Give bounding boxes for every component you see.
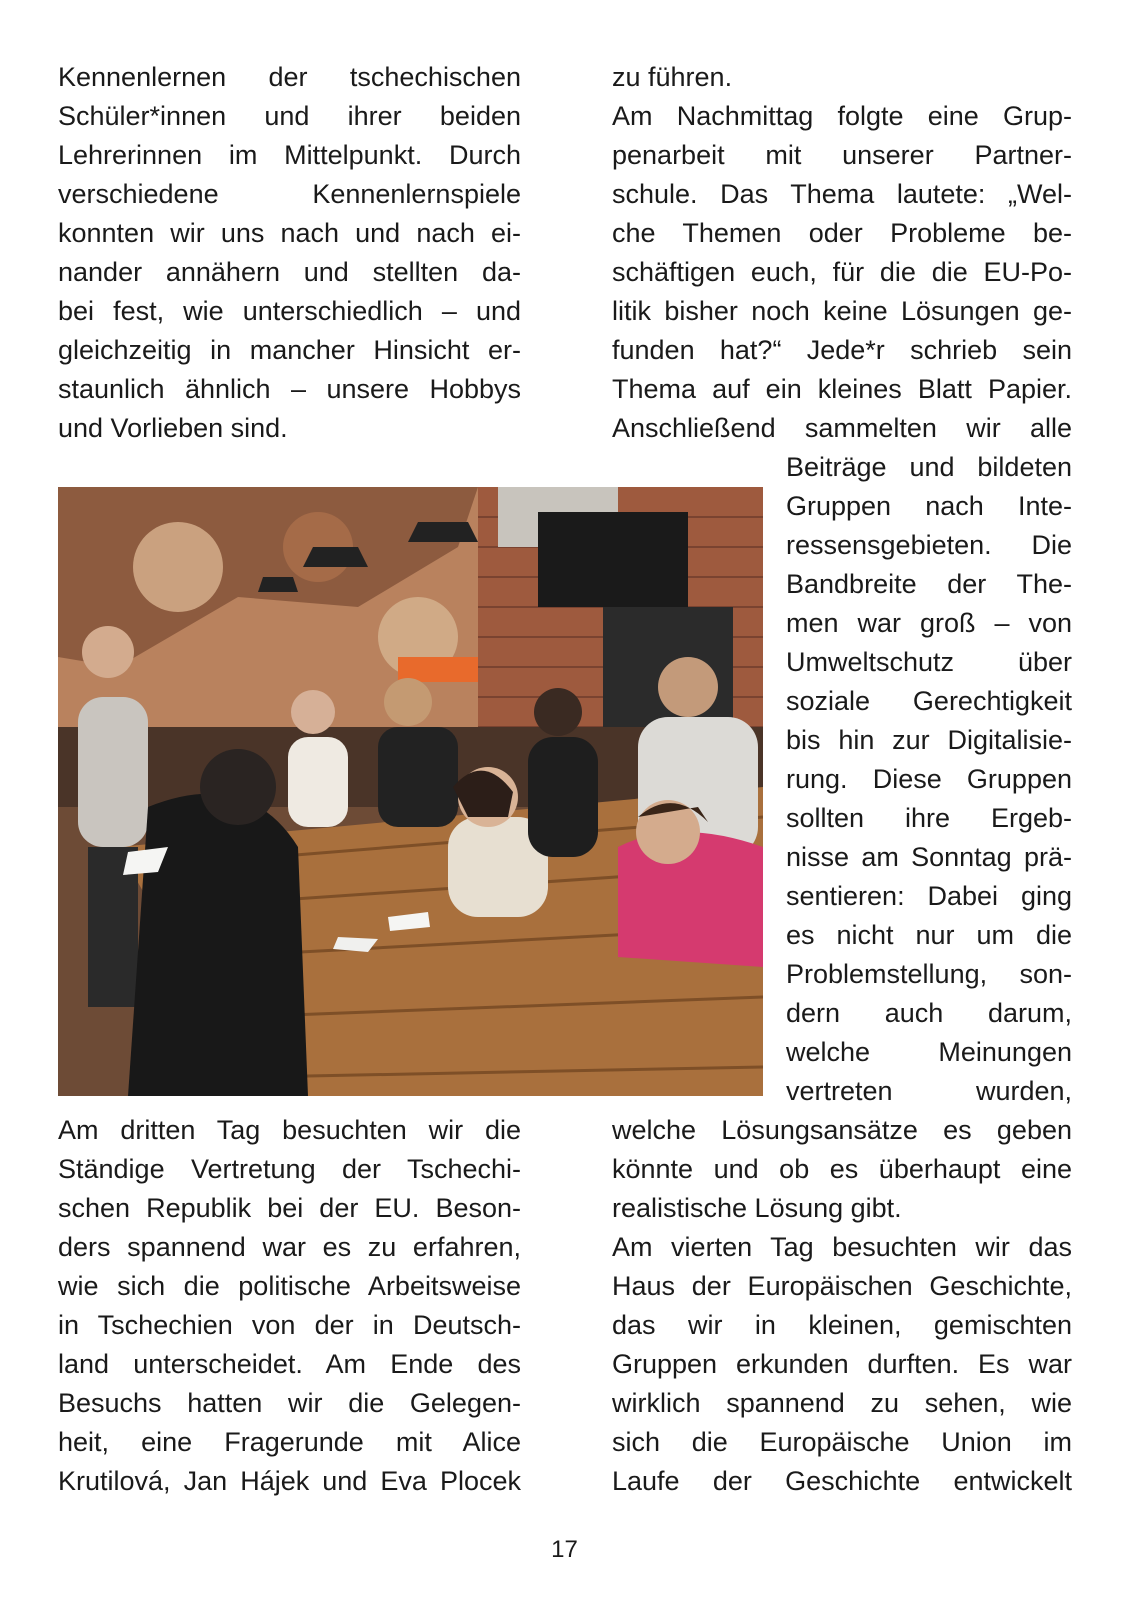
- text-line: rung. Diese Gruppen: [786, 764, 1072, 794]
- text-line: land unterscheidet. Am Ende des: [58, 1349, 521, 1379]
- text-line: bis hin zur Digitalisie-: [786, 725, 1072, 755]
- text-line: konnten wir uns nach und nach ei-: [58, 218, 521, 248]
- text-line: Problemstellung, son-: [786, 959, 1072, 989]
- text-line: nisse am Sonntag prä-: [786, 842, 1072, 872]
- text-line: Laufe der Geschichte entwickelt: [612, 1466, 1072, 1496]
- text-line: es nicht nur um die: [786, 920, 1072, 950]
- text-line: Lehrerinnen im Mittelpunkt. Durch: [58, 140, 521, 170]
- text-line: ressensgebieten. Die: [786, 530, 1072, 560]
- text-line: litik bisher noch keine Lösungen ge-: [612, 296, 1072, 326]
- text-line: heit, eine Fragerunde mit Alice: [58, 1427, 521, 1457]
- text-line: Ständige Vertretung der Tschechi-: [58, 1154, 521, 1184]
- text-line: realistische Lösung gibt.: [612, 1193, 902, 1223]
- text-line: Bandbreite der The-: [786, 569, 1072, 599]
- text-line: wie sich die politische Arbeitsweise: [58, 1271, 521, 1301]
- page-number: 17: [551, 1536, 578, 1563]
- text-line: soziale Gerechtigkeit: [786, 686, 1072, 716]
- text-line: sentieren: Dabei ging: [786, 881, 1072, 911]
- text-line: Am dritten Tag besuchten wir die: [58, 1115, 521, 1145]
- text-line: Kennenlernen der tschechischen: [58, 62, 521, 92]
- text-line: zu führen.: [612, 62, 733, 92]
- text-line: Schüler*innen und ihrer beiden: [58, 101, 521, 131]
- text-line: penarbeit mit unserer Partner-: [612, 140, 1072, 170]
- text-line: staunlich ähnlich – unsere Hobbys: [58, 374, 521, 404]
- text-line: Gruppen nach Inte-: [786, 491, 1072, 521]
- text-line: schen Republik bei der EU. Beson-: [58, 1193, 521, 1223]
- text-line: Anschließend sammelten wir alle: [612, 413, 1072, 443]
- text-line: und Vorlieben sind.: [58, 413, 288, 443]
- text-line: Am Nachmittag folgte eine Grup-: [612, 101, 1072, 131]
- text-line: men war groß – von: [786, 608, 1072, 638]
- group-photo: [58, 487, 763, 1096]
- text-line: könnte und ob es überhaupt eine: [612, 1154, 1072, 1184]
- text-line: Am vierten Tag besuchten wir das: [612, 1232, 1072, 1262]
- text-line: gleichzeitig in mancher Hinsicht er-: [58, 335, 521, 365]
- text-line: wirklich spannend zu sehen, wie: [612, 1388, 1072, 1418]
- text-line: sich die Europäische Union im: [612, 1427, 1072, 1457]
- text-line: in Tschechien von der in Deutsch-: [58, 1310, 521, 1340]
- text-line: nander annähern und stellten da-: [58, 257, 521, 287]
- text-line: Gruppen erkunden durften. Es war: [612, 1349, 1072, 1379]
- text-line: Besuchs hatten wir die Gelegen-: [58, 1388, 521, 1418]
- text-line: Haus der Europäischen Geschichte,: [612, 1271, 1072, 1301]
- text-line: das wir in kleinen, gemischten: [612, 1310, 1072, 1340]
- text-line: dern auch darum,: [786, 998, 1072, 1028]
- text-line: welche Lösungsansätze es geben: [612, 1115, 1072, 1145]
- text-line: schäftigen euch, für die die EU-Po-: [612, 257, 1072, 287]
- text-line: Umweltschutz über: [786, 647, 1072, 677]
- text-line: welche Meinungen: [786, 1037, 1072, 1067]
- text-line: Krutilová, Jan Hájek und Eva Plocek: [58, 1466, 521, 1496]
- text-line: verschiedene Kennenlernspiele: [58, 179, 521, 209]
- text-line: ders spannend war es zu erfahren,: [58, 1232, 521, 1262]
- text-line: schule. Das Thema lautete: „Wel-: [612, 179, 1072, 209]
- text-line: funden hat?“ Jede*r schrieb sein: [612, 335, 1072, 365]
- text-line: Thema auf ein kleines Blatt Papier.: [612, 374, 1072, 404]
- text-line: bei fest, wie unterschiedlich – und: [58, 296, 521, 326]
- text-line: vertreten wurden,: [786, 1076, 1072, 1106]
- text-line: Beiträge und bildeten: [786, 452, 1072, 482]
- text-line: sollten ihre Ergeb-: [786, 803, 1072, 833]
- text-line: che Themen oder Probleme be-: [612, 218, 1072, 248]
